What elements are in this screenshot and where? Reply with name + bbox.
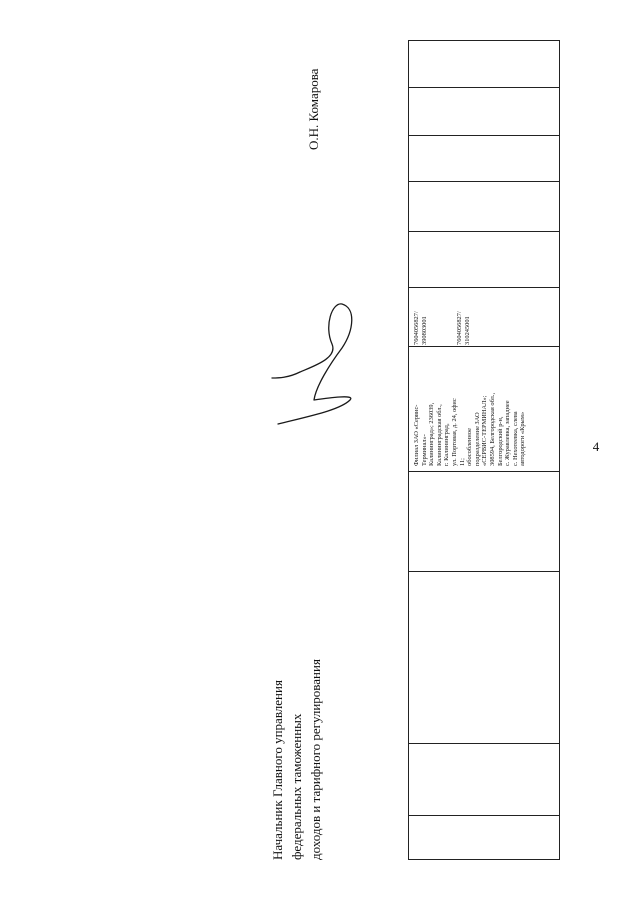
inn-kpp-line: 7604056827/	[413, 311, 420, 345]
table-column-divider	[409, 135, 559, 136]
address-line: ул. Портовая, д. 24, офис	[450, 398, 458, 466]
inn-kpp-line: 7604056827/	[456, 311, 464, 345]
inn-kpp-cell	[413, 277, 471, 345]
inn-kpp-line: 390803001	[420, 316, 428, 345]
registry-table	[408, 40, 560, 860]
address-line: 308594, Белгородская обл.,	[488, 392, 496, 466]
address-line: подразделение ЗАО	[473, 412, 481, 466]
address-line: Калининград»; 236039,	[428, 402, 436, 466]
handwritten-signature	[270, 300, 360, 430]
address-line: с. Журавлевка, западнее	[504, 400, 512, 466]
table-column-divider	[409, 571, 559, 572]
inn-kpp-line: 310245001	[463, 316, 471, 345]
address-line: с. Нехотеевка, слева	[511, 411, 519, 466]
position-line: Начальник Главного управления	[270, 680, 285, 860]
position-line: федеральных таможенных	[289, 713, 304, 860]
address-line: Белгородский р-н,	[496, 416, 504, 466]
page-number: 4	[592, 438, 600, 454]
table-column-divider	[409, 859, 559, 860]
address-line: г. Калининград,	[443, 423, 451, 466]
signatory-name: О.Н. Комарова	[306, 68, 321, 150]
address-line: «СЕРВИС-ТЕРМИНАЛ»;	[481, 395, 489, 466]
address-line: Терминал»-	[420, 434, 428, 466]
position-line: доходов и тарифного регулирования	[308, 659, 323, 860]
address-line: обособленное	[466, 428, 474, 466]
table-column-divider	[409, 181, 559, 182]
signatory-position	[268, 620, 325, 860]
address-line: Филиал ЗАО «Сервис-	[413, 404, 420, 466]
table-column-divider	[409, 231, 559, 232]
table-column-divider	[409, 471, 559, 472]
table-column-divider	[409, 40, 559, 41]
warehouse-address-cell	[413, 348, 527, 466]
table-column-divider	[409, 815, 559, 816]
table-column-divider	[409, 87, 559, 88]
table-column-divider	[409, 346, 559, 347]
table-column-divider	[409, 743, 559, 744]
address-line: Калининградская обл.,	[435, 404, 443, 466]
address-line: 11;	[458, 458, 466, 466]
address-line: автодороги «Крым»	[519, 411, 527, 466]
